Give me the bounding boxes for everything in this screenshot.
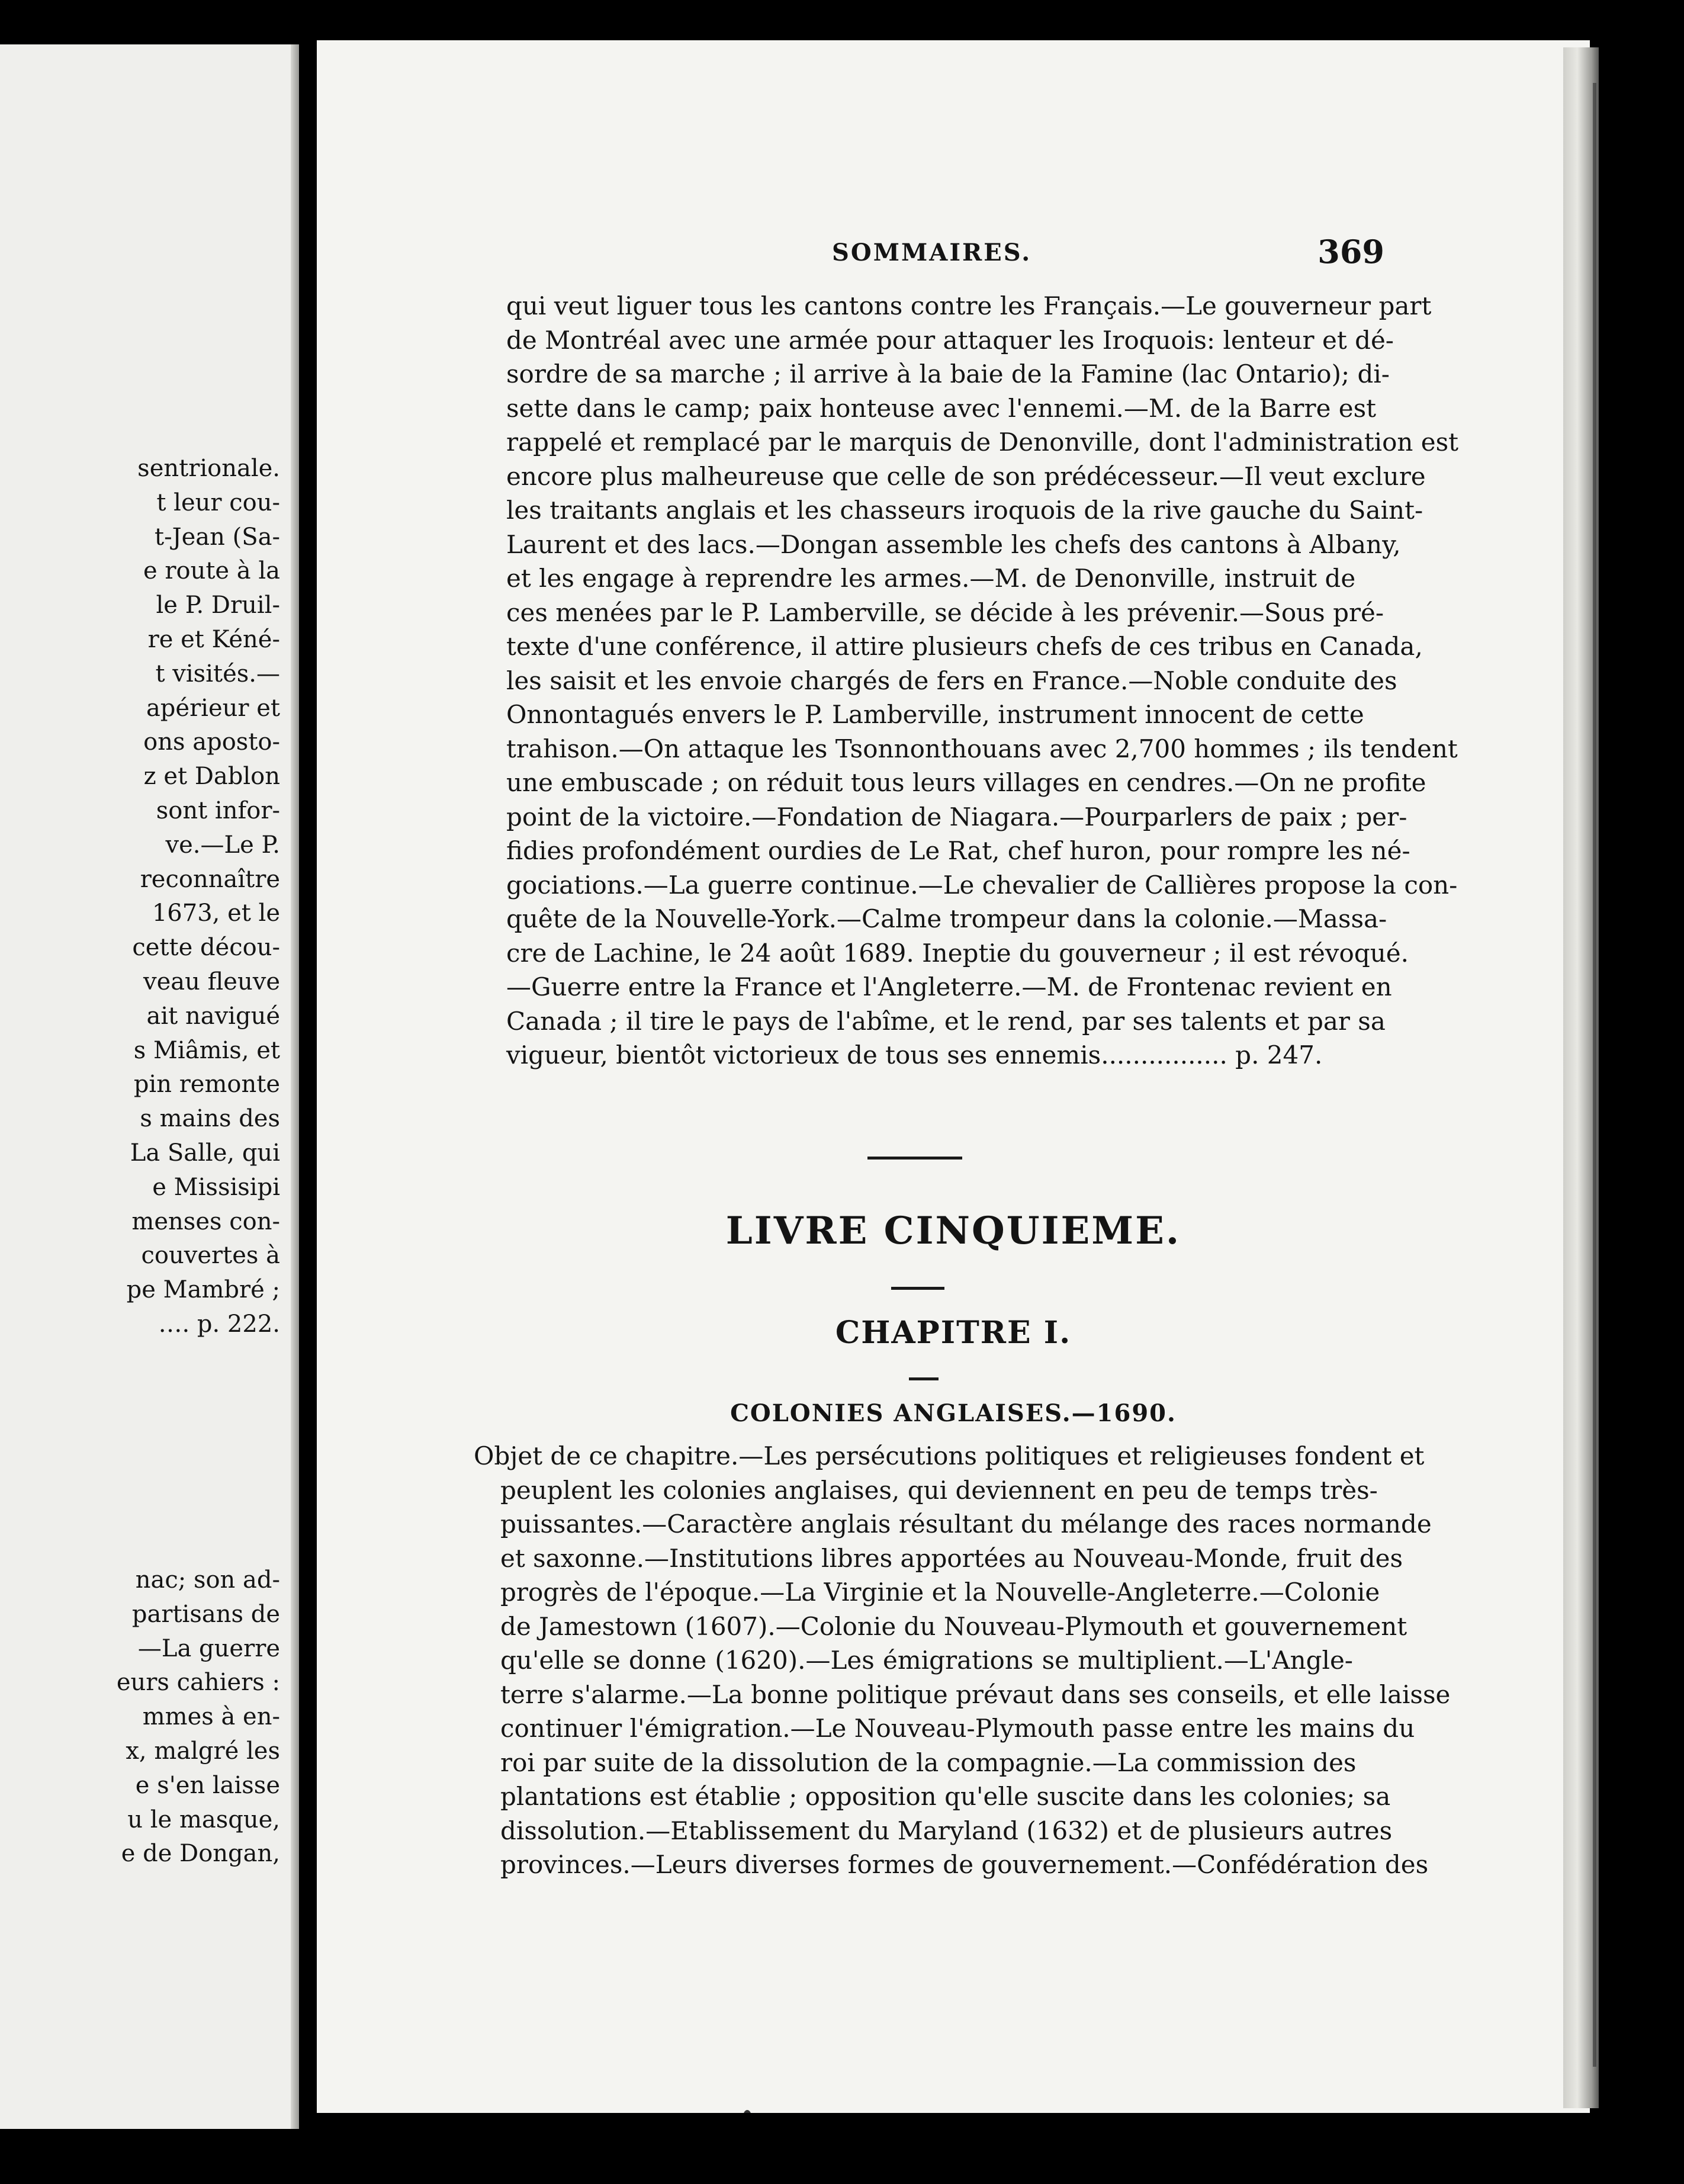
- left-page-line: 1673, et le: [152, 900, 280, 927]
- left-page-line: pin remonte: [133, 1071, 280, 1099]
- book-title: LIVRE CINQUIEME.: [725, 1209, 1181, 1253]
- summary-line: de Montréal avec une armée pour attaquer les Iroquois: lenteur et dé-: [506, 325, 1394, 355]
- left-page-line: mmes à en-: [142, 1703, 280, 1731]
- summary-line: dissolution.—Etablissement du Maryland (1632) et de plusieurs autres: [500, 1816, 1393, 1845]
- summary-line: ces menées par le P. Lamberville, se décide à les prévenir.—Sous pré-: [506, 598, 1384, 627]
- left-page-line: re et Kéné-: [147, 626, 280, 653]
- left-page-line: La Salle, qui: [130, 1139, 280, 1167]
- left-page-line: …. p. 222.: [158, 1311, 280, 1338]
- chapter-title: CHAPITRE I.: [835, 1315, 1072, 1351]
- summary-line: Canada ; il tire le pays de l'abîme, et le rend, par ses talents et par sa: [506, 1006, 1386, 1036]
- summary-line: Laurent et des lacs.—Dongan assemble les chefs des cantons à Albany,: [506, 529, 1401, 559]
- main-page: [317, 40, 1590, 2113]
- summary-line: continuer l'émigration.—Le Nouveau-Plymouth passe entre les mains du: [500, 1714, 1415, 1743]
- summary-line: gociations.—La guerre continue.—Le chevalier de Callières propose la con-: [506, 870, 1458, 900]
- left-page-line: eurs cahiers :: [116, 1669, 280, 1697]
- summary-line: rappelé et remplacé par le marquis de Denonville, dont l'administration est: [506, 428, 1459, 457]
- summary-line: sordre de sa marche ; il arrive à la baie de la Famine (lac Ontario); di-: [506, 359, 1390, 388]
- left-page-line: ve.—Le P.: [165, 831, 280, 859]
- left-page-line: e Missisipi: [152, 1173, 280, 1201]
- left-page-line: pe Mambré ;: [126, 1276, 280, 1304]
- summary-line: trahison.—On attaque les Tsonnonthouans avec 2,700 hommes ; ils tendent: [506, 734, 1458, 763]
- left-page-line: x, malgré les: [126, 1737, 280, 1765]
- left-page-line: apérieur et: [146, 694, 280, 722]
- continued-summary-block: [506, 289, 1459, 1072]
- section-rule-small: [909, 1377, 939, 1380]
- chapter-subtitle: COLONIES ANGLAISES.—1690.: [730, 1399, 1177, 1427]
- left-page-line: s Miâmis, et: [133, 1036, 280, 1064]
- running-head-title: SOMMAIRES.: [832, 239, 1032, 266]
- left-page-line: t visités.—: [155, 660, 280, 688]
- left-page-line: reconnaître: [140, 865, 280, 893]
- summary-line: —Guerre entre la France et l'Angleterre.—M. de Frontenac revient en: [506, 972, 1392, 1001]
- left-page-line: e s'en laisse: [135, 1771, 280, 1799]
- left-page-line: cette décou-: [132, 934, 280, 962]
- summary-line: fidies profondément ourdies de Le Rat, chef huron, pour rompre les né-: [506, 836, 1410, 865]
- summary-line: peuplent les colonies anglaises, qui deviennent en peu de temps très-: [500, 1475, 1378, 1505]
- summary-line: et saxonne.—Institutions libres apportées au Nouveau-Monde, fruit des: [500, 1543, 1403, 1573]
- summary-line: texte d'une conférence, il attire plusieurs chefs de ces tribus en Canada,: [506, 632, 1423, 661]
- summary-line: puissantes.—Caractère anglais résultant du mélange des races normande: [500, 1509, 1432, 1539]
- left-page-line: z et Dablon: [143, 763, 280, 791]
- left-page-line: e route à la: [143, 557, 280, 585]
- summary-line: et les engage à reprendre les armes.—M. de Denonville, instruit de: [506, 564, 1356, 593]
- left-page-line: veau fleuve: [143, 968, 280, 995]
- left-page-line: ait navigué: [146, 1002, 280, 1030]
- section-rule-top: [867, 1157, 962, 1160]
- left-page-line: t-Jean (Sa-: [155, 523, 280, 551]
- left-page-line: partisans de: [131, 1600, 280, 1628]
- summary-line: sette dans le camp; paix honteuse avec l'ennemi.—M. de la Barre est: [506, 393, 1377, 423]
- summary-line: provinces.—Leurs diverses formes de gouvernement.—Confédération des: [500, 1850, 1429, 1879]
- summary-line: cre de Lachine, le 24 août 1689. Ineptie du gouverneur ; il est révoqué.: [506, 938, 1409, 968]
- summary-line: de Jamestown (1607).—Colonie du Nouveau-Plymouth et gouvernement: [500, 1611, 1407, 1641]
- left-page-line: s mains des: [140, 1105, 280, 1133]
- summary-line: plantations est établie ; opposition qu'elle suscite dans les colonies; sa: [500, 1782, 1391, 1811]
- left-page-line: u le masque,: [127, 1806, 280, 1833]
- page-fold-shadow: [291, 44, 299, 2129]
- left-page-line: e de Dongan,: [121, 1840, 280, 1868]
- summary-line: Objet de ce chapitre.—Les persécutions politiques et religieuses fondent et: [474, 1441, 1425, 1470]
- summary-line: quête de la Nouvelle-York.—Calme trompeur dans la colonie.—Massa-: [506, 904, 1387, 933]
- summary-line: point de la victoire.—Fondation de Niagara.—Pourparlers de paix ; per-: [506, 802, 1407, 831]
- page-number: 369: [1317, 233, 1384, 271]
- summary-line: qui veut liguer tous les cantons contre les Français.—Le gouverneur part: [506, 291, 1432, 320]
- section-rule-middle: [891, 1287, 944, 1290]
- summary-line: terre s'alarme.—La bonne politique prévaut dans ses conseils, et elle laisse: [500, 1679, 1451, 1709]
- summary-line: vigueur, bientôt victorieux de tous ses ennemis................ p. 247.: [506, 1040, 1323, 1069]
- left-page-line: menses con-: [131, 1207, 280, 1235]
- summary-line: Onnontagués envers le P. Lamberville, instrument innocent de cette: [506, 700, 1364, 729]
- page-edge-crack: [1593, 83, 1596, 2067]
- left-page-line: le P. Druil-: [156, 592, 280, 619]
- page-speck: [743, 2110, 751, 2113]
- left-page-line: sentrionale.: [137, 455, 280, 482]
- left-page-fragment: [0, 44, 299, 2129]
- summary-line: roi par suite de la dissolution de la compagnie.—La commission des: [500, 1748, 1357, 1777]
- left-page-line: couvertes à: [141, 1242, 280, 1270]
- left-page-line: ons aposto-: [143, 728, 280, 756]
- summary-line: encore plus malheureuse que celle de son prédécesseur.—Il veut exclure: [506, 461, 1426, 491]
- left-page-line: nac; son ad-: [135, 1566, 280, 1594]
- left-page-line: sont infor-: [156, 797, 280, 824]
- summary-line: une embuscade ; on réduit tous leurs villages en cendres.—On ne profite: [506, 768, 1426, 797]
- left-page-line: —La guerre: [137, 1634, 280, 1662]
- summary-line: progrès de l'époque.—La Virginie et la Nouvelle-Angleterre.—Colonie: [500, 1578, 1380, 1607]
- summary-line: qu'elle se donne (1620).—Les émigrations se multiplient.—L'Angle-: [500, 1646, 1353, 1675]
- left-page-line: t leur cou-: [156, 489, 280, 516]
- running-head: [317, 233, 1384, 274]
- chapter-summary-block: [474, 1439, 1451, 1882]
- summary-line: les saisit et les envoie chargés de fers en France.—Noble conduite des: [506, 666, 1397, 695]
- summary-line: les traitants anglais et les chasseurs iroquois de la rive gauche du Saint-: [506, 496, 1423, 525]
